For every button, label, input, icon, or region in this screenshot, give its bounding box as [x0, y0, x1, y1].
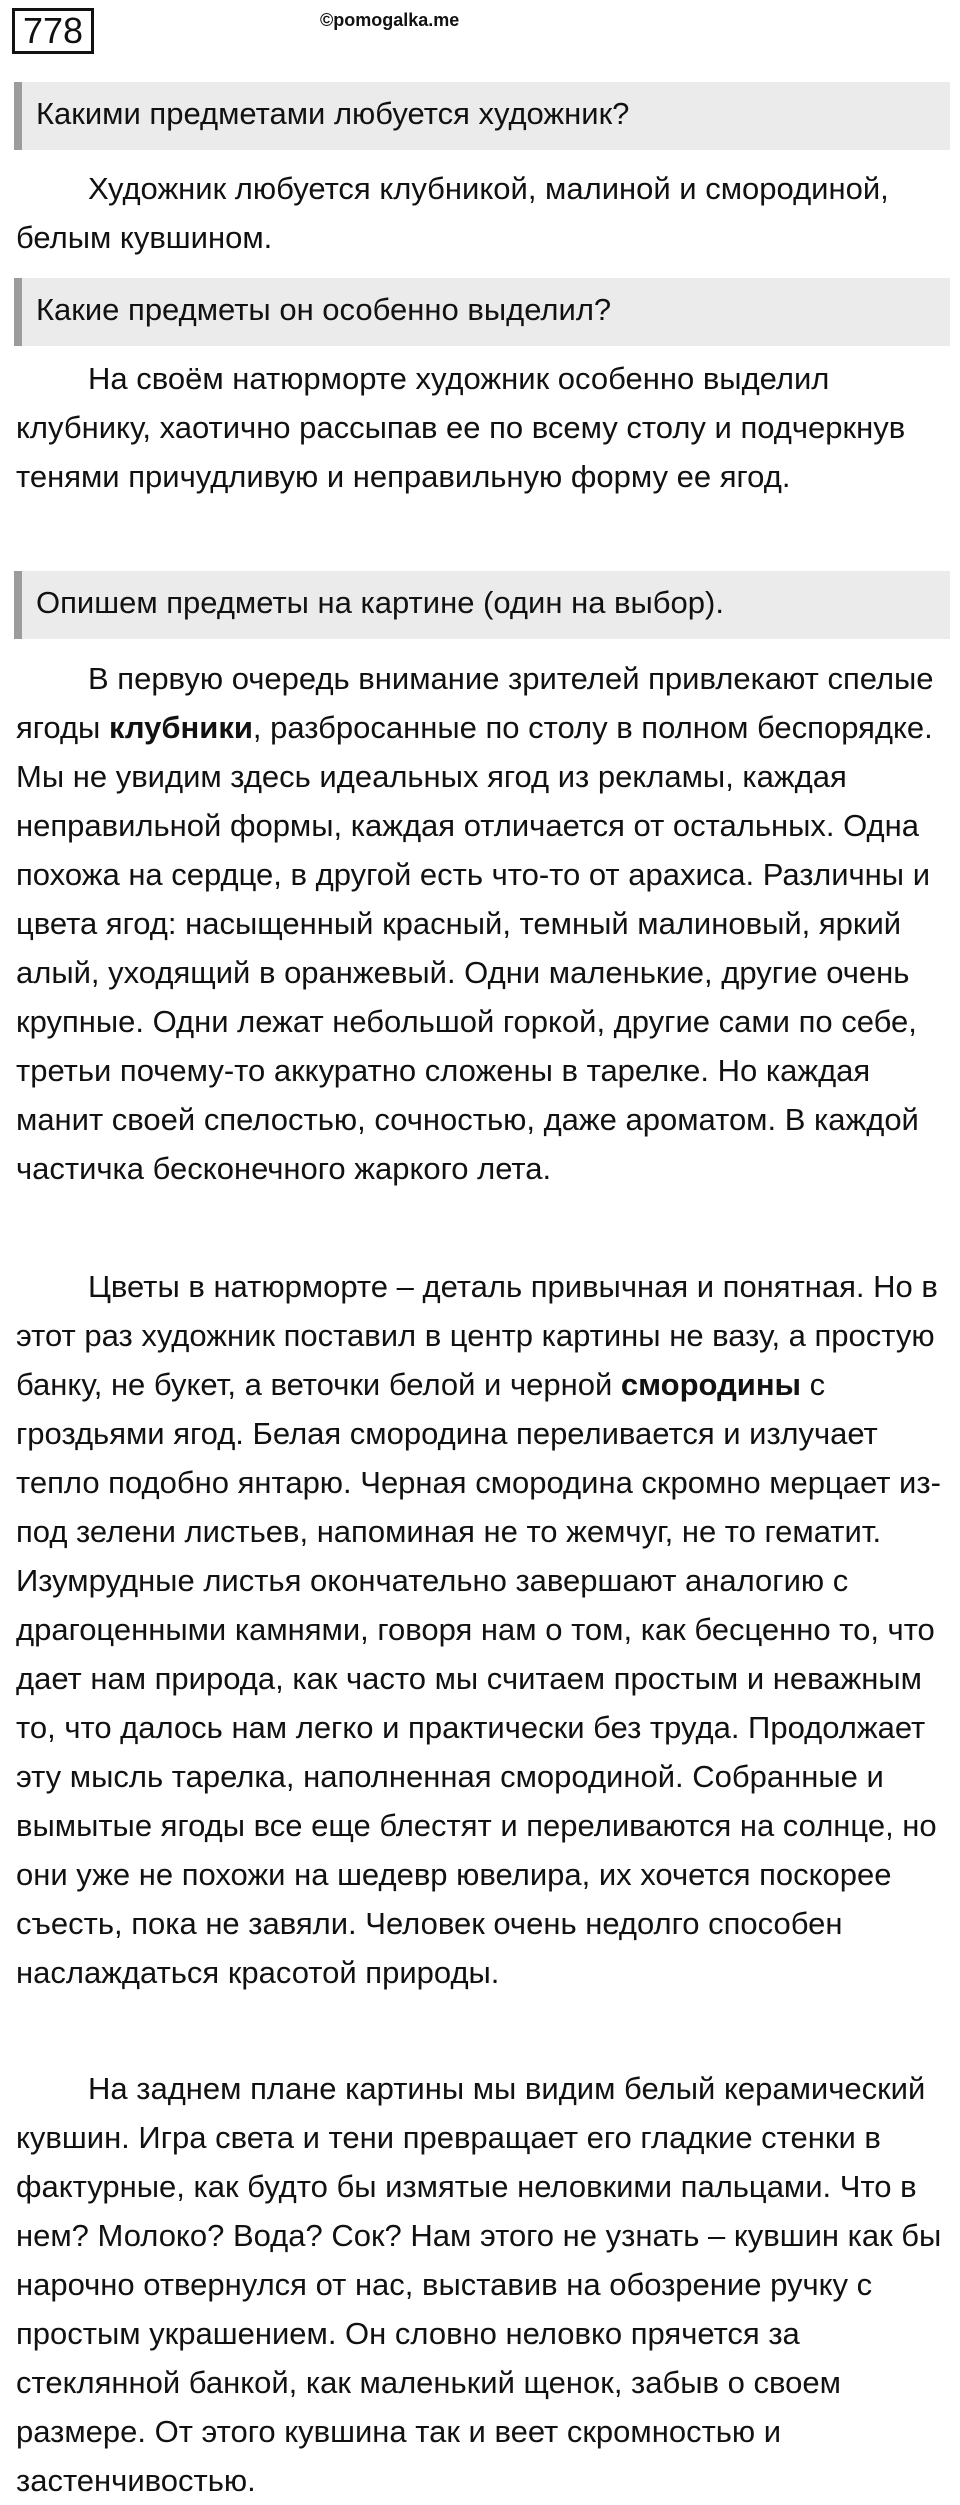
watermark: ©pomogalka.me [320, 10, 460, 30]
bold-word-currant: смородины [620, 1367, 802, 1402]
paragraph-text: Цветы в натюрморте – деталь привычная и понятная. Но в этот раз художник поставил в центр картины не вазу, а простую банку, не букет, а веточки белой и черной [16, 1269, 938, 1402]
answer-1: Художник любуется клубникой, малиной и смородиной, белым кувшином. [16, 171, 889, 255]
question-2: Какие предметы он особенно выделил? [14, 278, 950, 346]
answer-2: На своём натюрморте художник особенно выделил клубнику, хаотично рассыпав ее по всему столу и подчеркнув тенями причудливую и неправильную форму ее ягод. [16, 361, 906, 494]
paragraph-text: , разбросанные по столу в полном беспорядке. Мы не увидим здесь идеальных ягод из рекламы, каждая неправильной формы, каждая отличается от остальных. Одна похожа на сердце, в другой есть что-то от арахиса. Различны и цвета ягод: насыщенный красный, темный малиновый, яркий алый, уходящий в оранжевый. Одни маленькие, другие очень крупные. Одни лежат небольшой горкой, другие сами по себе, третьи почему-то аккуратно сложены в тарелке. Но каждая манит своей спелостью, сочностью, даже ароматом. В каждой частичка бесконечного жаркого лета. [16, 710, 933, 1186]
answer-3-paragraph-3: На заднем плане картины мы видим белый керамический кувшин. Игра света и тени превращает его гладкие стенки в фактурные, как будто бы измятые неловкими пальцами. Что в нем? Молоко? Вода? Сок? Нам этого не узнать – кувшин как бы нарочно отвернулся от нас, выставив на обозрение ручку с простым украшением. Он словно неловко прячется за стеклянной банкой, как маленький щенок, забыв о своем размере. От этого кувшина так и веет скромностью и застенчивостью. [16, 2071, 942, 2498]
bold-word-strawberry: клубники [108, 710, 253, 745]
paragraph-text: с гроздьями ягод. Белая смородина переливается и излучает тепло подобно янтарю. Черная смородина скромно мерцает из-под зелени листьев, напоминая не то жемчуг, не то гематит. Изумрудные листья окончательно завершают аналогию с драгоценными камнями, говоря нам о том, как бесценно то, что дает нам природа, как часто мы считаем простым и неважным то, что далось нам легко и практически без труда. Продолжает эту мысль тарелка, наполненная смородиной. Собранные и вымытые ягоды все еще блестят и переливаются на солнце, но они уже не похожи на шедевр ювелира, их хочется поскорее съесть, пока не завяли. Человек очень недолго способен наслаждаться красотой природы. [16, 1367, 941, 1990]
exercise-number: 778 [12, 8, 94, 54]
question-3: Опишем предметы на картине (один на выбор). [14, 571, 950, 639]
answer-3-paragraph-2 [16, 1262, 954, 1997]
header [0, 0, 960, 60]
paragraph-text: В первую очередь внимание зрителей привлекают спелые ягоды [16, 661, 934, 745]
question-1: Какими предметами любуется художник? [14, 82, 950, 150]
answer-3-paragraph-1 [16, 654, 954, 1193]
